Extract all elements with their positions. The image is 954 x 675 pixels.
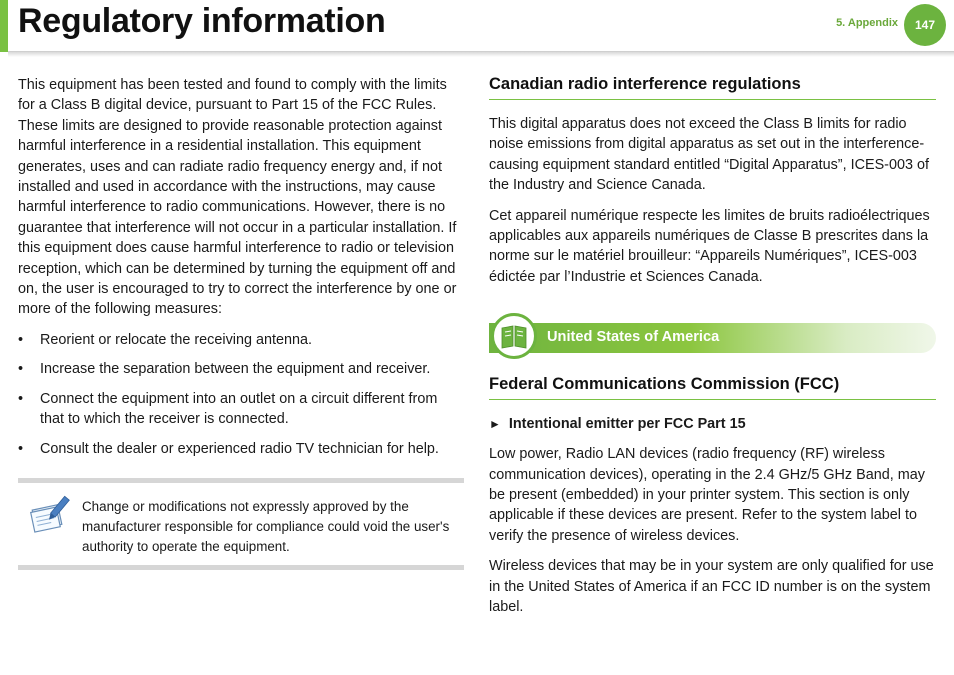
page-number-badge: 147 — [904, 4, 946, 46]
note-box — [18, 478, 464, 570]
right-column — [489, 75, 936, 618]
bullet-marker: • — [18, 361, 24, 378]
list-item — [18, 330, 464, 350]
list-item-text: Connect the equipment into an outlet on a circuit different from that to which the receiver is connected. — [40, 390, 438, 428]
accent-bar — [0, 0, 8, 52]
left-column — [18, 75, 464, 468]
banner-label: United States of America — [547, 329, 720, 346]
list-item-text: Reorient or relocate the receiving antenna. — [40, 331, 312, 348]
list-item-text: Increase the separation between the equipment and receiver. — [40, 361, 431, 378]
fcc-heading: Federal Communications Commission (FCC) — [489, 375, 936, 400]
banner-icon-circle — [491, 313, 537, 359]
page-title: Regulatory information — [18, 2, 386, 40]
fcc-paragraph-2: Wireless devices that may be in your system are only qualified for use in the United States of America if an FCC ID number is on the system label. — [489, 558, 934, 616]
usa-section-banner — [489, 317, 936, 353]
list-item — [18, 359, 464, 379]
note-pencil-icon — [28, 495, 70, 535]
fcc-intro-paragraph: This equipment has been tested and found to comply with the limits for a Class B digital device, pursuant to Part 15 of the FCC Rules. These limits are designed to provide reasonable protection against harmful interference in a residential installation. This equipment generates, uses and can radiate radio frequency energy and, if not installed and used in accordance with the instructions, may cause harmful interference to radio communications. However, there is no guarantee that interference will not occur in a particular installation. If this equipment does cause harmful interference to radio or television reception, which can be determined by turning the equipment off and on, the user is encouraged to try to correct the interference by one or more of the following measures: — [18, 77, 457, 318]
fcc-subheading-text: Intentional emitter per FCC Part 15 — [508, 416, 746, 433]
header-divider — [8, 51, 954, 57]
note-text: Change or modifications not expressly approved by the manufacturer responsible for compliance could void the user's authority to operate the equipment. — [82, 499, 450, 555]
bullet-marker: • — [18, 390, 24, 407]
canada-paragraph-english: This digital apparatus does not exceed the Class B limits for radio noise emissions from digital apparatus as set out in the interference-causing equipment standard entitled “Digital Apparatus”, ICES-003 of the Industry and Science Canada. — [489, 116, 929, 194]
list-item-text: Consult the dealer or experienced radio TV technician for help. — [40, 440, 439, 457]
page-header — [0, 0, 954, 56]
bullet-marker: • — [18, 331, 24, 348]
list-item — [18, 439, 464, 459]
arrow-right-icon: ► — [489, 417, 501, 432]
canada-heading: Canadian radio interference regulations — [489, 75, 936, 100]
chapter-label: 5. Appendix — [836, 17, 898, 29]
fcc-subheading — [489, 414, 936, 434]
measures-list — [18, 330, 464, 459]
canada-paragraph-french: Cet appareil numérique respecte les limites de bruits radioélectriques applicables aux appareils numériques de Classe B prescrites dans la norme sur le matériel brouilleur: “Appareils Numériques”, ICES-003 édictée par l’Industrie et Sciences Canada. — [489, 207, 930, 285]
book-icon — [494, 316, 534, 356]
fcc-paragraph-1: Low power, Radio LAN devices (radio frequency (RF) wireless communication devices), operating in the 2.4 GHz/5 GHz Band, may be present (embedded) in your printer system. This section is only applicable if these devices are present. Refer to the system label to verify the presence of wireless devices. — [489, 446, 925, 544]
bullet-marker: • — [18, 440, 24, 457]
list-item — [18, 389, 464, 430]
